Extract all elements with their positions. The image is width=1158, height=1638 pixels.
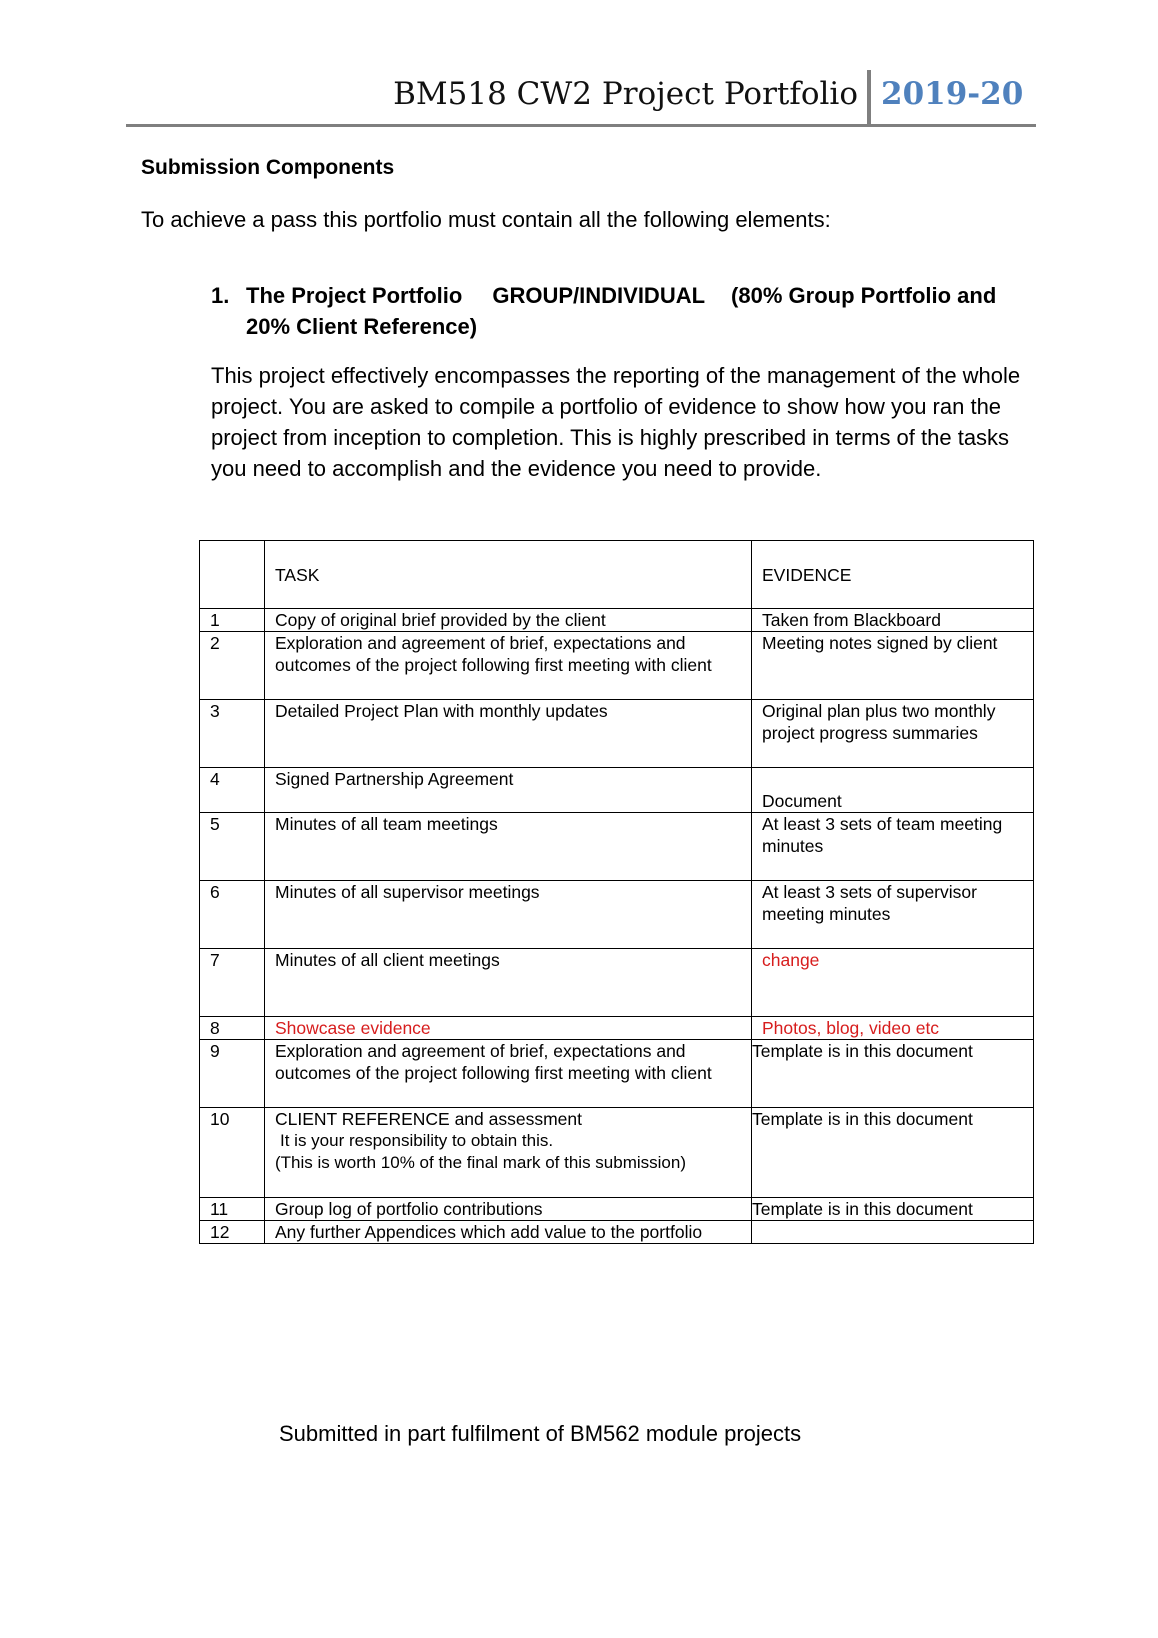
row-num: 5 (200, 813, 265, 881)
row-num: 10 (200, 1108, 265, 1198)
row-num: 9 (200, 1040, 265, 1108)
row-evidence: Photos, blog, video etc (752, 1017, 1034, 1040)
row-task: Exploration and agreement of brief, expectations and outcomes of the project following first meeting with client (265, 1040, 752, 1108)
row-task: Showcase evidence (265, 1017, 752, 1040)
table-row (200, 1108, 1034, 1198)
row-num: 6 (200, 881, 265, 949)
table-row (200, 1040, 1034, 1108)
header-evidence (752, 541, 1034, 609)
row-task: Minutes of all team meetings (265, 813, 752, 881)
row-num: 4 (200, 768, 265, 813)
item-type: GROUP/INDIVIDUAL (492, 283, 706, 308)
row-num: 8 (200, 1017, 265, 1040)
table-row (200, 1017, 1034, 1040)
row-evidence: Taken from Blackboard (752, 609, 1034, 632)
section-heading: Submission Components (141, 156, 395, 179)
item-title: The Project Portfolio (246, 283, 463, 308)
header-rule (126, 124, 1036, 127)
item-heading-text (246, 280, 1011, 342)
table-row (200, 881, 1034, 949)
header-evidence-label: EVIDENCE (762, 564, 852, 585)
row-evidence (752, 1221, 1034, 1244)
tasks-table (199, 540, 1034, 1244)
header-num (200, 541, 265, 609)
row-task: Copy of original brief provided by the client (265, 609, 752, 632)
table-row (200, 949, 1034, 1017)
row-task: Detailed Project Plan with monthly updates (265, 700, 752, 768)
row-evidence: Original plan plus two monthly project progress summaries (752, 700, 1034, 768)
row-task-line1: CLIENT REFERENCE and assessment (275, 1109, 583, 1129)
row-evidence: At least 3 sets of team meeting minutes (752, 813, 1034, 881)
row-num: 7 (200, 949, 265, 1017)
row-task: Signed Partnership Agreement (265, 768, 752, 813)
row-task: Any further Appendices which add value to the portfolio (265, 1221, 752, 1244)
row-num: 12 (200, 1221, 265, 1244)
table-row (200, 700, 1034, 768)
item-number: 1. (211, 283, 230, 308)
section-intro: To achieve a pass this portfolio must contain all the following elements: (141, 207, 831, 232)
row-num: 2 (200, 632, 265, 700)
table-row (200, 1198, 1034, 1221)
row-evidence: At least 3 sets of supervisor meeting minutes (752, 881, 1034, 949)
header-task-label: TASK (275, 564, 320, 585)
header-task (265, 541, 752, 609)
row-task-line2: It is your responsibility to obtain this. (280, 1131, 554, 1150)
table-row (200, 632, 1034, 700)
page-header (126, 66, 1036, 128)
table-row (200, 609, 1034, 632)
row-num: 1 (200, 609, 265, 632)
item-description: This project effectively encompasses the reporting of the management of the whole project. You are asked to compile a portfolio of evidence to show how you ran the project from inception to completion. This is highly prescribed in terms of the tasks you need to accomplish and the evidence you need to provide. (211, 363, 1021, 481)
row-task (265, 1108, 752, 1198)
header-divider (867, 70, 871, 126)
footer-note: Submitted in part fulfilment of BM562 module projects (279, 1421, 802, 1446)
row-task: Minutes of all client meetings (265, 949, 752, 1017)
row-num: 3 (200, 700, 265, 768)
row-num: 11 (200, 1198, 265, 1221)
row-task: Minutes of all supervisor meetings (265, 881, 752, 949)
document-year: 2019-20 (881, 76, 1024, 112)
row-evidence: Document (752, 768, 1034, 813)
row-evidence: change (752, 949, 1034, 1017)
row-evidence: Template is in this document (752, 1040, 1034, 1108)
row-task: Group log of portfolio contributions (265, 1198, 752, 1221)
table-row (200, 1221, 1034, 1244)
item-weighting: (80% Group Portfolio and 20% Client Reference) (246, 283, 997, 339)
item-heading (211, 280, 1011, 342)
row-evidence: Template is in this document (752, 1108, 1034, 1198)
table-row (200, 813, 1034, 881)
table-header-row (200, 541, 1034, 609)
document-title: BM518 CW2 Project Portfolio (393, 76, 858, 112)
row-task-line3: (This is worth 10% of the final mark of this submission) (275, 1153, 686, 1172)
row-evidence: Template is in this document (752, 1198, 1034, 1221)
row-evidence: Meeting notes signed by client (752, 632, 1034, 700)
table-row (200, 768, 1034, 813)
row-task: Exploration and agreement of brief, expectations and outcomes of the project following first meeting with client (265, 632, 752, 700)
